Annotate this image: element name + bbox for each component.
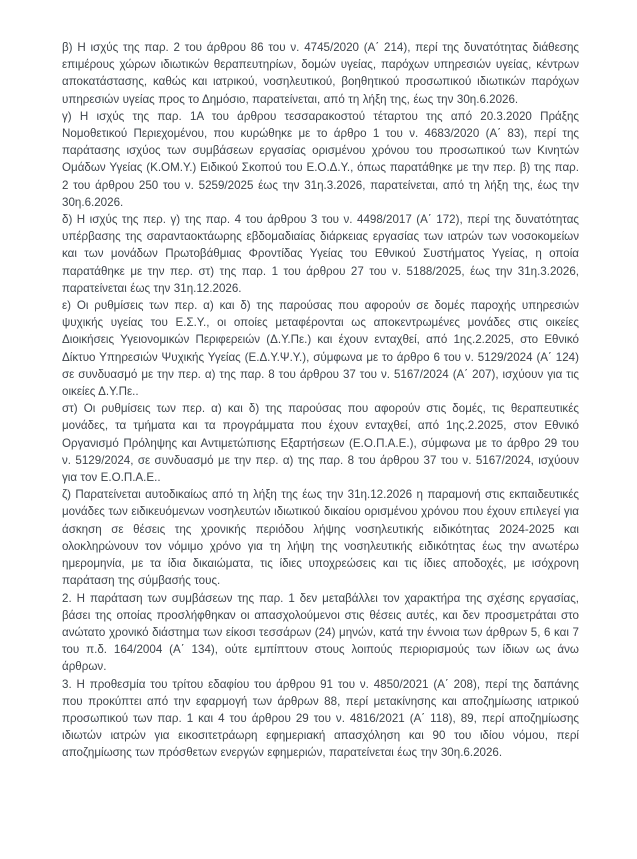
- legal-paragraph-b: β) Η ισχύς της παρ. 2 του άρθρου 86 του ν. 4745/2020 (Α΄ 214), περί της δυνατότητας διάθεσης επιμέρους χώρων ιδιωτικών θεραπευτηρίων, δομών υγείας, παρόχων υπηρεσιών υγείας, κέντρων αποκατάστασης, καθώς και ιατρικού, νοσηλευτικού, βοηθητικού προσωπικού ιδιωτικών παρόχων υπηρεσιών υγείας προς το Δημόσιο, παρατείνεται, από τη λήξη της, έως την 30η.6.2026.: [62, 41, 579, 106]
- legal-paragraph-e: ε) Οι ρυθμίσεις των περ. α) και δ) της παρούσας που αφορούν σε δομές παροχής υπηρεσιών ψυχικής υγείας του Ε.Σ.Υ., οι οποίες μεταφέρονται ως αποκεντρωμένες μονάδες στις οικείες Διοικήσεις Υγειονομικών Περιφερειών (Δ.Υ.Πε.) και έχουν ενταχθεί, από 1ης.2.2025, στο Εθνικό Δίκτυο Υπηρεσιών Ψυχικής Υγείας (Ε.Δ.Υ.Ψ.Υ.), σύμφωνα με το άρθρο 6 του ν. 5129/2024 (Α΄ 124) σε συνδυασμό με την περ. α) της παρ. 8 του άρθρου 37 του ν. 5167/2024 (Α΄ 207), ισχύουν για τις οικείες Δ.Υ.Πε..: [62, 299, 579, 399]
- legal-paragraph-2: 2. Η παράταση των συμβάσεων της παρ. 1 δεν μεταβάλλει τον χαρακτήρα της σχέσης εργασίας, βάσει της οποίας προσλήφθηκαν οι απασχολούμενοι στις θέσεις αυτές, και δεν προσμετράται στο ανώτατο χρονικό διάστημα των είκοσι τεσσάρων (24) μηνών, κατά την έννοια των άρθρων 5, 6 και 7 του π.δ. 164/2004 (Α΄ 134), ούτε εμπίπτουν στους λοιπούς περιορισμούς των ίδιων ως άνω άρθρων.: [62, 591, 579, 674]
- legal-text-block: [62, 39, 579, 762]
- legal-paragraph-st: στ) Οι ρυθμίσεις των περ. α) και δ) της παρούσας που αφορούν στις δομές, τις θεραπευτικές μονάδες, τα τμήματα και τα προγράμματα που έχουν ενταχθεί, από 1ης.2.2025, στον Εθνικό Οργανισμό Πρόληψης και Αντιμετώπισης Εξαρτήσεων (Ε.Ο.Π.Α.Ε.), σύμφωνα με το άρθρο 29 του ν. 5129/2024, σε συνδυασμό με την περ. α) της παρ. 8 του άρθρου 37 του ν. 5167/2024, ισχύουν για τον Ε.Ο.Π.Α.Ε..: [62, 402, 579, 485]
- legal-paragraph-z: ζ) Παρατείνεται αυτοδικαίως από τη λήξη της έως την 31η.12.2026 η παραμονή στις εκπαιδευτικές μονάδες των ειδικευόμενων νοσηλευτών ιδιωτικού δικαίου ορισμένου χρόνου που έχουν επιλεγεί για άσκηση σε θέσεις της χρονικής περιόδου λήψης νοσηλευτικής ειδικότητας 2024-2025 και ολοκληρώνουν τον νόμιμο χρόνο για τη λήψη της νοσηλευτικής ειδικότητας έως την ανωτέρω ημερομηνία, με τα ίδια δικαιώματα, τις ίδιες υποχρεώσεις και τις ίδιες αποδοχές, με ισόχρονη παράταση της σύμβασής τους.: [62, 488, 579, 588]
- legal-paragraph-g: γ) Η ισχύς της παρ. 1Α του άρθρου τεσσαρακοστού τέταρτου της από 20.3.2020 Πράξης Νομοθετικού Περιεχομένου, που κυρώθηκε με το άρθρο 1 του ν. 4683/2020 (Α΄ 83), περί της παράτασης ισχύος των συμβάσεων εργασίας ορισμένου χρόνου του προσωπικού των Κινητών Ομάδων Υγείας (Κ.ΟΜ.Υ.) Ειδικού Σκοπού του Ε.Ο.Δ.Υ., όπως παρατάθηκε με την περ. β) της παρ. 2 του άρθρου 250 του ν. 5259/2025 έως την 31η.3.2026, παρατείνεται, από τη λήξη της, έως την 30η.6.2026.: [62, 109, 579, 209]
- legal-paragraph-d: δ) Η ισχύς της περ. γ) της παρ. 4 του άρθρου 3 του ν. 4498/2017 (Α΄ 172), περί της δυνατότητας υπέρβασης της σαρανταοκτάωρης εβδομαδιαίας διάρκειας εργασίας των ιατρών των νοσοκομείων και των μονάδων Πρωτοβάθμιας Φροντίδας Υγείας του Εθνικού Συστήματος Υγείας, η οποία παρατάθηκε με την περ. στ) της παρ. 1 του άρθρου 27 του ν. 5188/2025, έως την 31η.3.2026, παρατείνεται έως την 31η.12.2026.: [62, 213, 579, 295]
- legal-paragraph-3: 3. Η προθεσμία του τρίτου εδαφίου του άρθρου 91 του ν. 4850/2021 (Α΄ 208), περί της δαπάνης που προκύπτει από την εφαρμογή των άρθρων 88, περί μετακίνησης και αποζημίωσης ιατρικού προσωπικού των παρ. 1 και 4 του άρθρου 29 του ν. 4816/2021 (Α΄ 118), 89, περί αποζημίωσης ιδιωτών ιατρών για εικοσιτετράωρη εφημεριακή απασχόληση και 90 του ιδίου νόμου, περί αποζημίωσης των πρόσθετων ενεργών εφημεριών, παρατείνεται έως την 30η.6.2026.: [62, 677, 579, 760]
